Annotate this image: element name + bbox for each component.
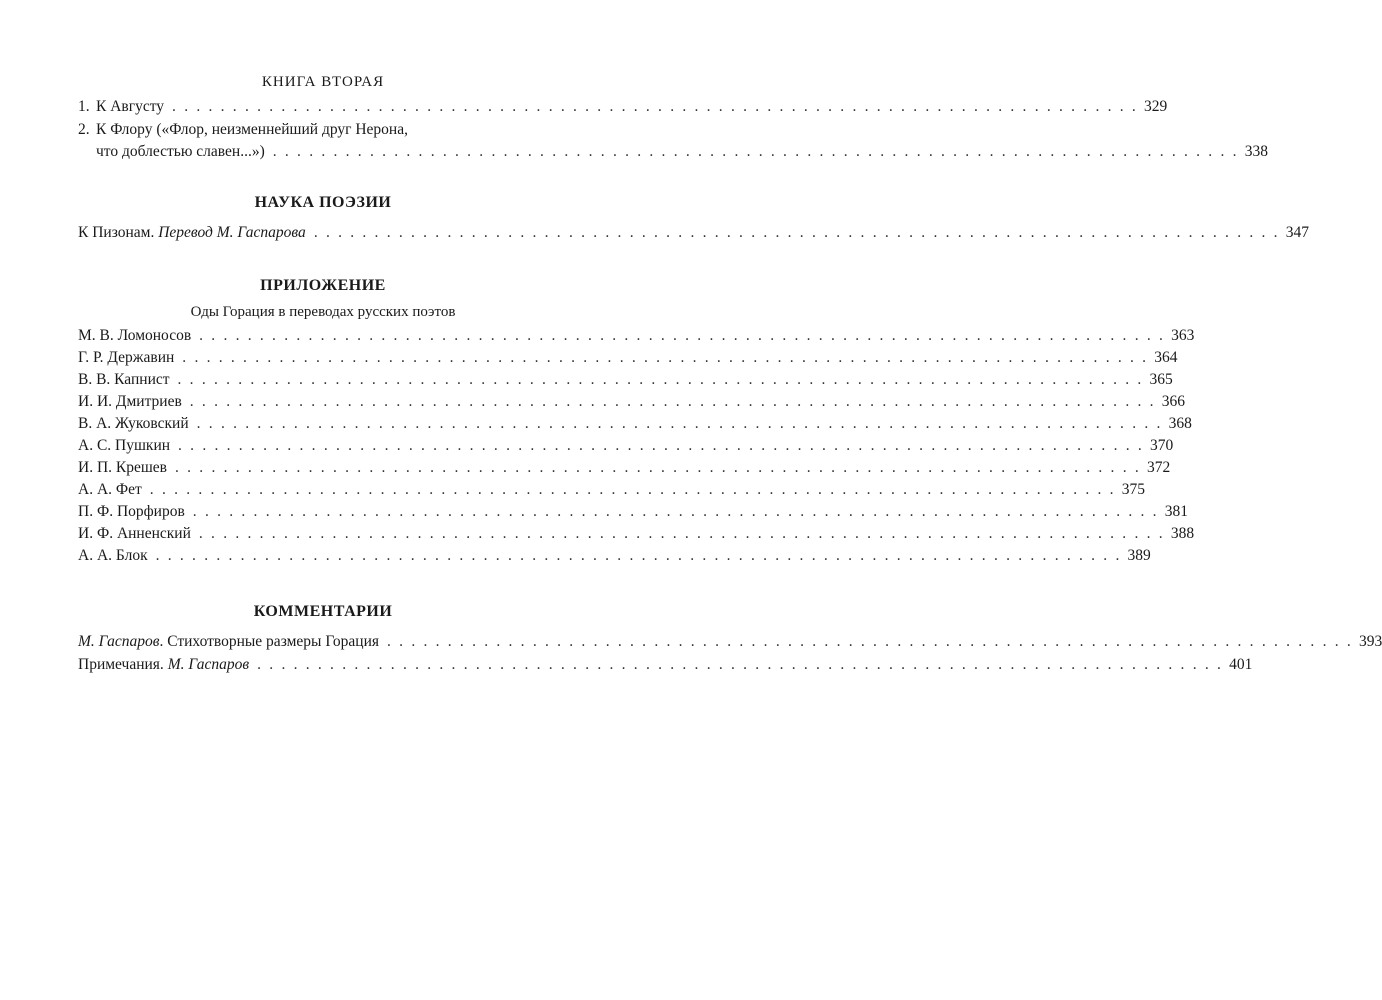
entry-number: 1. [78,98,90,115]
dot-leader: . . . . . . . . . . . . . . . . . . . . . . . . . . . . . . . . . . . . . . . . . . . . . . . . . . . . . . . . . . . . . . . . . . . . . . . . . . . . . . . . [257,656,1224,673]
entry-title-line1: К Флору («Флор, неизменнейший друг Нерона, [96,121,408,138]
entry-title: П. Ф. Порфиров [78,503,185,520]
toc-entry[interactable] [78,415,1192,437]
entry-author: М. Гаспаров [78,633,160,650]
page-number: 375 [1121,481,1145,498]
entry-title: В. А. Жуковский [78,415,189,432]
dot-leader: . . . . . . . . . . . . . . . . . . . . . . . . . . . . . . . . . . . . . . . . . . . . . . . . . . . . . . . . . . . . . . . . . . . . . . . . . . . . . . . . [155,547,1122,564]
toc-entry[interactable] [78,503,1188,525]
toc-entry[interactable] [78,98,1168,120]
toc-entry[interactable] [78,393,1185,415]
toc-entry[interactable] [78,547,1151,569]
dot-leader: . . . . . . . . . . . . . . . . . . . . . . . . . . . . . . . . . . . . . . . . . . . . . . . . . . . . . . . . . . . . . . . . . . . . . . . . . . . . . . . . [192,503,1159,520]
section-heading-appendix: ПРИЛОЖЕНИЕ [260,277,386,294]
entry-title: И. И. Дмитриев [78,393,182,410]
toc-entry[interactable] [78,525,1195,547]
section-heading-ars-poetica: НАУКА ПОЭЗИИ [254,194,392,211]
entry-title: К Августу [96,98,165,115]
dot-leader: . . . . . . . . . . . . . . . . . . . . . . . . . . . . . . . . . . . . . . . . . . . . . . . . . . . . . . . . . . . . . . . . . . . . . . . . . . . . . . . . [313,224,1280,241]
appendix-list [78,327,1195,569]
toc-entry[interactable] [78,481,1145,503]
page-number: 338 [1244,143,1268,160]
page-number: 401 [1229,656,1253,673]
entry-title: К Пизонам. [78,224,159,241]
page-number: 372 [1146,459,1171,476]
page-number: 364 [1154,349,1178,366]
entry-title: . Стихотворные размеры Горация [159,633,380,650]
toc-entry[interactable] [78,349,1178,371]
dot-leader: . . . . . . . . . . . . . . . . . . . . . . . . . . . . . . . . . . . . . . . . . . . . . . . . . . . . . . . . . . . . . . . . . . . . . . . . . . . . . . . . [196,415,1163,432]
dot-leader: . . . . . . . . . . . . . . . . . . . . . . . . . . . . . . . . . . . . . . . . . . . . . . . . . . . . . . . . . . . . . . . . . . . . . . . . . . . . . . . . [189,393,1156,410]
dot-leader: . . . . . . . . . . . . . . . . . . . . . . . . . . . . . . . . . . . . . . . . . . . . . . . . . . . . . . . . . . . . . . . . . . . . . . . . . . . . . . . . [199,327,1166,344]
dot-leader: . . . . . . . . . . . . . . . . . . . . . . . . . . . . . . . . . . . . . . . . . . . . . . . . . . . . . . . . . . . . . . . . . . . . . . . . . . . . . . . . [272,143,1239,160]
entry-title: И. П. Крешев [78,459,167,476]
toc-entry[interactable] [78,371,1173,393]
entry-author: М. Гаспаров [167,656,250,673]
dot-leader: . . . . . . . . . . . . . . . . . . . . . . . . . . . . . . . . . . . . . . . . . . . . . . . . . . . . . . . . . . . . . . . . . . . . . . . . . . . . . . . . [177,371,1144,388]
entry-title: В. В. Капнист [78,371,170,388]
dot-leader: . . . . . . . . . . . . . . . . . . . . . . . . . . . . . . . . . . . . . . . . . . . . . . . . . . . . . . . . . . . . . . . . . . . . . . . . . . . . . . . . [172,98,1138,115]
toc-entry[interactable] [78,224,1309,246]
toc-entry[interactable] [78,121,1268,165]
entry-translator: Перевод М. Гаспарова [158,224,306,241]
section-heading-commentary: КОММЕНТАРИИ [253,603,393,620]
entry-title: А. А. Фет [78,481,142,498]
entry-number: 2. [78,121,90,138]
page-number: 363 [1171,327,1195,344]
toc-entry[interactable] [78,459,1171,481]
page-number: 329 [1143,98,1168,115]
page-number: 365 [1149,371,1173,388]
entry-title: Примечания. [78,656,168,673]
section-subtitle: Оды Горация в переводах русских поэтов [190,304,456,320]
page-number: 389 [1127,547,1151,564]
dot-leader: . . . . . . . . . . . . . . . . . . . . . . . . . . . . . . . . . . . . . . . . . . . . . . . . . . . . . . . . . . . . . . . . . . . . . . . . . . . . . . . . [182,349,1149,366]
entry-title: М. В. Ломоносов [78,327,192,344]
entry-title-line2: что доблестью славен...») [96,143,265,160]
toc-entry[interactable] [78,633,1382,655]
entry-title: А. С. Пушкин [78,437,171,454]
page-number: 393 [1358,633,1382,650]
toc-entry[interactable] [78,327,1195,349]
page-number: 381 [1164,503,1188,520]
dot-leader: . . . . . . . . . . . . . . . . . . . . . . . . . . . . . . . . . . . . . . . . . . . . . . . . . . . . . . . . . . . . . . . . . . . . . . . . . . . . . . . . [175,459,1141,476]
dot-leader: . . . . . . . . . . . . . . . . . . . . . . . . . . . . . . . . . . . . . . . . . . . . . . . . . . . . . . . . . . . . . . . . . . . . . . . . . . . . . . . . [198,525,1165,542]
dot-leader: . . . . . . . . . . . . . . . . . . . . . . . . . . . . . . . . . . . . . . . . . . . . . . . . . . . . . . . . . . . . . . . . . . . . . . . . . . . . . . . . [178,437,1144,454]
page-number: 368 [1168,415,1192,432]
dot-leader: . . . . . . . . . . . . . . . . . . . . . . . . . . . . . . . . . . . . . . . . . . . . . . . . . . . . . . . . . . . . . . . . . . . . . . . . . . . . . . . . [387,633,1353,650]
entry-title: И. Ф. Анненский [78,525,191,542]
toc-entry[interactable] [78,656,1253,678]
page-number: 370 [1149,437,1174,454]
entry-title: А. А. Блок [78,547,148,564]
page-number: 347 [1285,224,1309,241]
section-heading-book-two: КНИГА ВТОРАЯ [261,74,385,90]
page-number: 366 [1161,393,1185,410]
dot-leader: . . . . . . . . . . . . . . . . . . . . . . . . . . . . . . . . . . . . . . . . . . . . . . . . . . . . . . . . . . . . . . . . . . . . . . . . . . . . . . . . [149,481,1116,498]
toc-entry[interactable] [78,437,1174,459]
page-number: 388 [1170,525,1195,542]
entry-title: Г. Р. Державин [78,349,175,366]
